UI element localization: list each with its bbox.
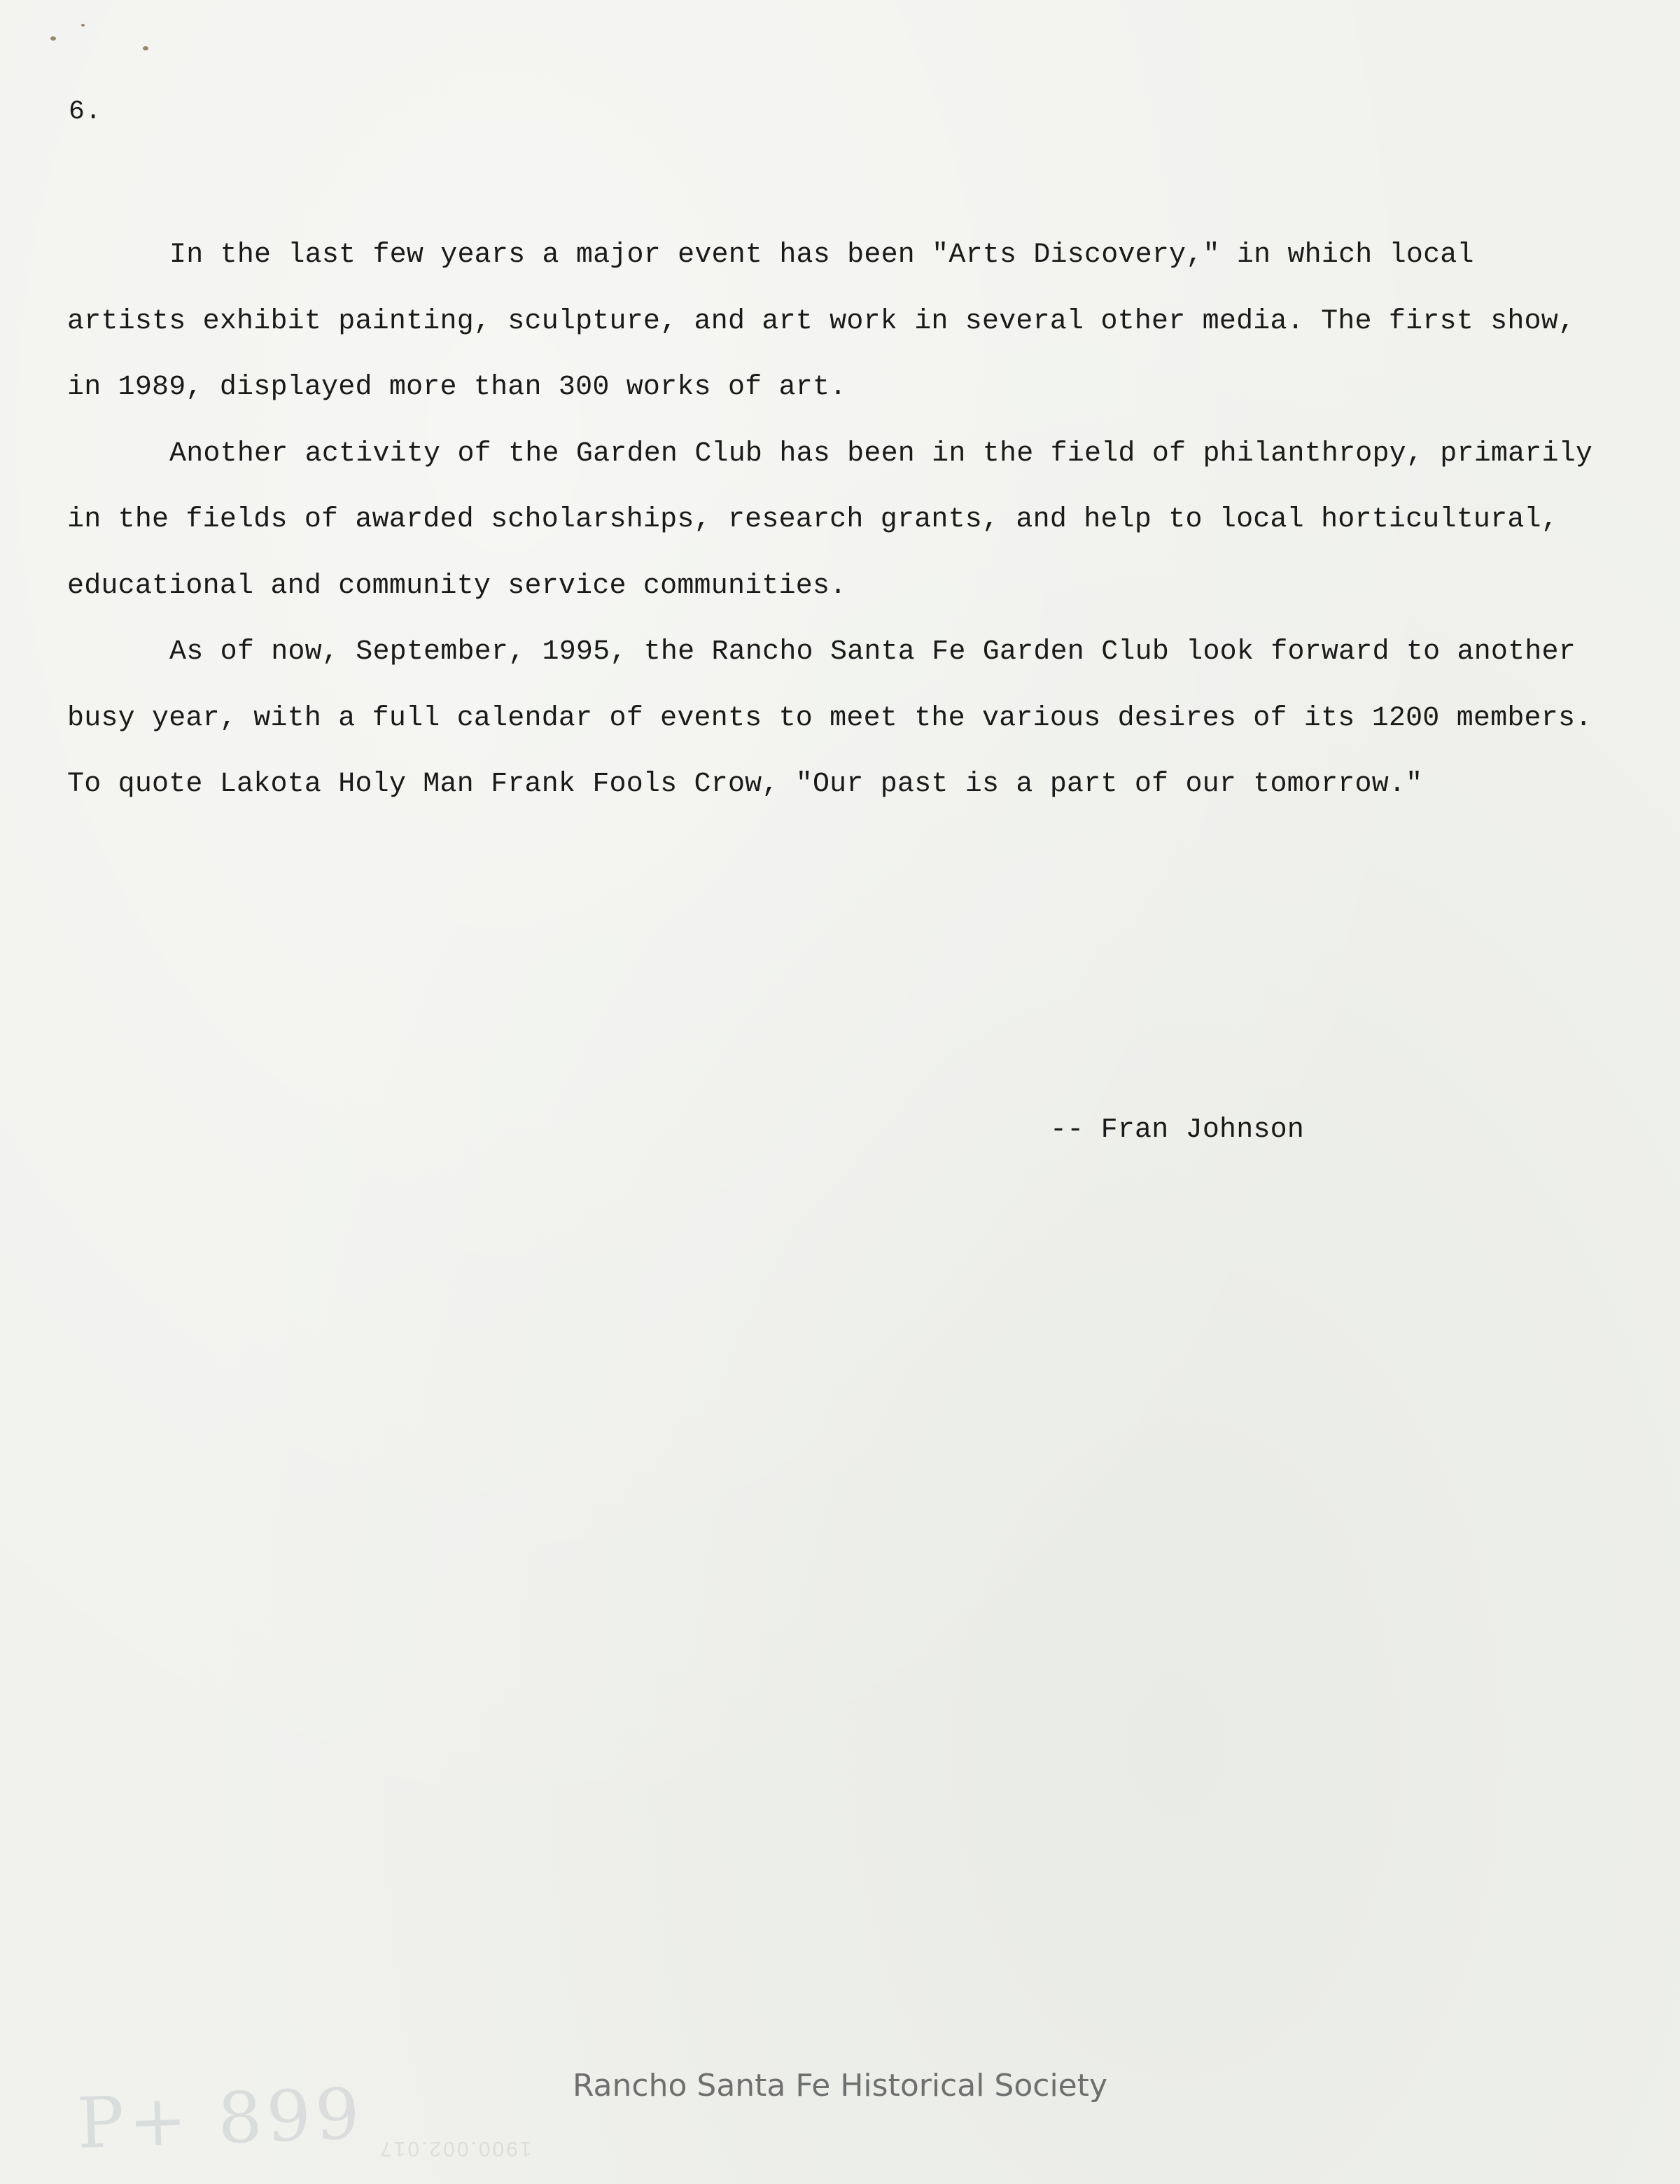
paragraph-philanthropy: Another activity of the Garden Club has been in the field of philanthropy, primarily in the fields of awarded scholarships, research grants, and help to local horticultural, educational and community service communities.	[67, 438, 1593, 602]
paragraph-arts-discovery: In the last few years a major event has been "Arts Discovery," in which local artists exhibit painting, sculpture, and art work in several other media. The first show, in 1989, displayed more than 300 works of art.	[67, 239, 1576, 403]
paper-speck	[81, 24, 85, 27]
watermark: Rancho Santa Fe Historical Society	[572, 2068, 1108, 2104]
paper-speck	[50, 36, 56, 41]
document-body	[67, 223, 1593, 818]
archive-stamp: 1900.002.017	[378, 2137, 532, 2160]
pencil-annotation: P+ 899	[76, 2072, 365, 2165]
page-number: 6.	[69, 97, 102, 127]
author-signature: -- Fran Johnson	[1050, 1114, 1305, 1146]
paragraph-conclusion: As of now, September, 1995, the Rancho Santa Fe Garden Club look forward to another busy year, with a full calendar of events to meet the various desires of its 1200 members. To quote Lakota Holy Man Frank Fools Crow, "Our past is a part of our tomorrow."	[67, 636, 1592, 800]
paper-speck	[143, 46, 148, 50]
